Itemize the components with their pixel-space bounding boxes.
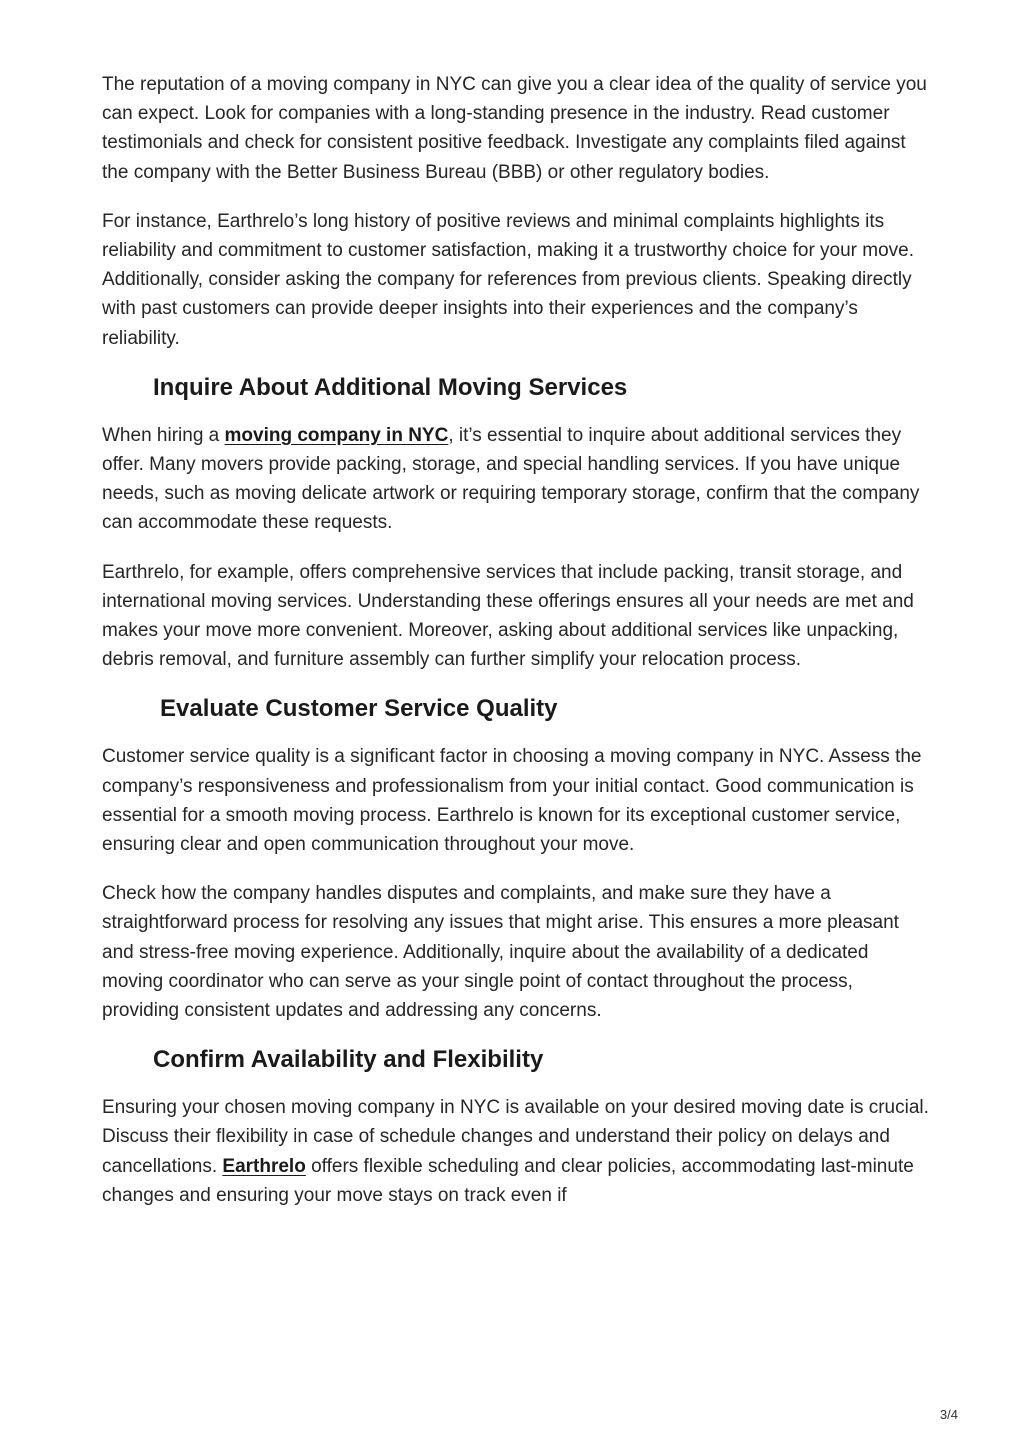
text-segment: Ensuring your chosen moving company in NYC is available on your desired moving date is crucial. Discuss their flexibility in case of schedule changes and understand their policy on delays and cancellations. bbox=[102, 1097, 929, 1177]
heading-additional-services: Inquire About Additional Moving Services bbox=[153, 373, 628, 401]
reputation-paragraph: The reputation of a moving company in NYC can give you a clear idea of the quality of service you can expect. Look for companies with a long-standing presence in the industry. Read customer testimonials and check for consistent positive feedback. Investigate any complaints filed against the company with the Better Business Bureau (BBB) or other regulatory bodies. bbox=[102, 74, 927, 183]
page-number: 3/4 bbox=[939, 1407, 958, 1422]
text-segment: , it’s essential to inquire about additional services they offer. Many movers provide packing, storage, and special handling services. If you have unique needs, such as moving delicate artwork or requiring temporary storage, confirm that the company can accommodate these requests. bbox=[102, 424, 920, 534]
additional-services-paragraph-1 bbox=[102, 421, 932, 538]
additional-services-paragraph-2: Earthrelo, for example, offers comprehensive services that include packing, transit storage, and international moving services. Understanding these offerings ensures all your needs are met and makes your move more convenient. Moreover, asking about additional services like unpacking, debris removal, and furniture assembly can further simplify your relocation process. bbox=[102, 561, 914, 671]
customer-service-paragraph-2: Check how the company handles disputes and complaints, and make sure they have a straightforward process for resolving any issues that might arise. This ensures a more pleasant and stress-free moving experience. Additionally, inquire about the availability of a dedicated moving coordinator who can serve as your single point of contact throughout the process, providing consistent updates and addressing any concerns. bbox=[102, 883, 899, 1022]
heading-availability: Confirm Availability and Flexibility bbox=[153, 1046, 544, 1074]
document-page bbox=[102, 70, 932, 1230]
availability-paragraph-1 bbox=[102, 1093, 932, 1210]
earthrelo-reviews-paragraph: For instance, Earthrelo’s long history of positive reviews and minimal complaints highlights its reliability and commitment to customer satisfaction, making it a trustworthy choice for your move. Additionally, consider asking the company for references from previous clients. Speaking directly with past customers can provide deeper insights into their experiences and the company’s reliability. bbox=[102, 210, 915, 349]
customer-service-paragraph-1: Customer service quality is a significant factor in choosing a moving company in NYC. Assess the company’s responsiveness and professionalism from your initial contact. Good communication is essential for a smooth moving process. Earthrelo is known for its exceptional customer service, ensuring clear and open communication throughout your move. bbox=[102, 746, 922, 856]
heading-customer-service: Evaluate Customer Service Quality bbox=[160, 695, 558, 723]
moving-company-nyc-link[interactable]: moving company in NYC bbox=[224, 424, 449, 446]
earthrelo-link[interactable]: Earthrelo bbox=[222, 1155, 306, 1177]
text-segment: offers flexible scheduling and clear policies, accommodating last-minute changes and ensuring your move stays on track even if bbox=[102, 1155, 914, 1206]
text-segment: When hiring a bbox=[102, 424, 225, 446]
